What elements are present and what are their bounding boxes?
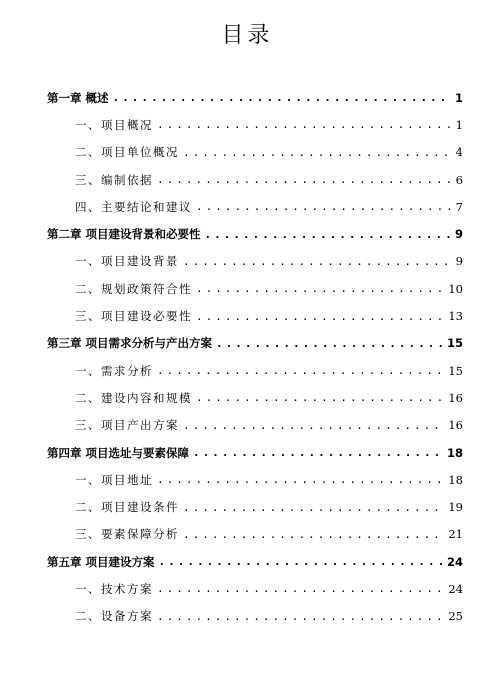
toc-dot-leader bbox=[157, 118, 452, 131]
toc-dot-leader bbox=[205, 228, 451, 241]
toc-page-number: 16 bbox=[448, 390, 463, 405]
toc-section-entry[interactable] bbox=[0, 166, 495, 193]
toc-chapter-entry[interactable] bbox=[0, 548, 495, 575]
toc-entry-title: 三、要素保障分析 bbox=[75, 527, 179, 542]
toc-entry-title: 一、项目建设背景 bbox=[75, 254, 179, 269]
toc-entry-title: 第四章 项目选址与要素保障 bbox=[47, 445, 190, 460]
toc-entry-title: 二、项目建设条件 bbox=[75, 500, 179, 515]
toc-dot-leader bbox=[157, 364, 444, 377]
toc-page-number: 19 bbox=[448, 500, 463, 515]
toc-entry-title: 一、技术方案 bbox=[75, 581, 153, 596]
toc-section-entry[interactable] bbox=[0, 248, 495, 275]
toc-dot-leader bbox=[159, 555, 443, 568]
toc-entry-title: 二、设备方案 bbox=[75, 609, 153, 624]
toc-chapter-entry[interactable] bbox=[0, 439, 495, 466]
toc-section-entry[interactable] bbox=[0, 302, 495, 329]
toc-dot-leader bbox=[183, 419, 444, 432]
toc-page-number: 7 bbox=[455, 199, 463, 214]
toc-page-number: 16 bbox=[448, 418, 463, 433]
toc-page-number: 25 bbox=[448, 609, 463, 624]
toc-dot-leader bbox=[183, 528, 444, 541]
toc-entry-title: 一、需求分析 bbox=[75, 363, 153, 378]
toc-entry-title: 第一章 概述 bbox=[47, 90, 109, 105]
toc-dot-leader bbox=[183, 146, 452, 159]
toc-entry-title: 二、项目单位概况 bbox=[75, 145, 179, 160]
toc-entry-title: 三、编制依据 bbox=[75, 172, 153, 187]
toc-section-entry[interactable] bbox=[0, 493, 495, 520]
toc-section-entry[interactable] bbox=[0, 575, 495, 602]
toc-dot-leader bbox=[157, 610, 444, 623]
page-title: 目录 bbox=[221, 23, 274, 48]
toc-entry-title: 三、项目建设必要性 bbox=[75, 309, 192, 324]
table-of-contents bbox=[0, 84, 495, 630]
toc-page-number: 18 bbox=[446, 445, 463, 460]
toc-dot-leader bbox=[196, 391, 444, 404]
toc-section-entry[interactable] bbox=[0, 521, 495, 548]
toc-dot-leader bbox=[113, 91, 451, 104]
toc-page-number: 24 bbox=[448, 581, 463, 596]
toc-dot-leader bbox=[216, 337, 443, 350]
toc-section-entry[interactable] bbox=[0, 275, 495, 302]
toc-section-entry[interactable] bbox=[0, 466, 495, 493]
toc-page-number: 21 bbox=[448, 527, 463, 542]
toc-chapter-entry[interactable] bbox=[0, 330, 495, 357]
toc-entry-title: 一、项目地址 bbox=[75, 472, 153, 487]
toc-page-number: 9 bbox=[455, 254, 463, 269]
toc-entry-title: 二、建设内容和规模 bbox=[75, 390, 192, 405]
toc-section-entry[interactable] bbox=[0, 412, 495, 439]
toc-entry-title: 四、主要结论和建议 bbox=[75, 199, 192, 214]
toc-entry-title: 三、项目产出方案 bbox=[75, 418, 179, 433]
toc-dot-leader bbox=[196, 282, 444, 295]
toc-dot-leader bbox=[183, 255, 452, 268]
toc-dot-leader bbox=[183, 501, 444, 514]
toc-page-number: 24 bbox=[446, 554, 463, 569]
toc-section-entry[interactable] bbox=[0, 603, 495, 630]
toc-dot-leader bbox=[157, 173, 452, 186]
toc-page-number: 1 bbox=[454, 90, 463, 105]
toc-dot-leader bbox=[157, 473, 444, 486]
toc-dot-leader bbox=[193, 446, 443, 459]
toc-dot-leader bbox=[196, 200, 452, 213]
toc-section-entry[interactable] bbox=[0, 193, 495, 220]
toc-page-number: 15 bbox=[448, 363, 463, 378]
toc-page-number: 9 bbox=[454, 227, 463, 242]
toc-section-entry[interactable] bbox=[0, 357, 495, 384]
toc-page-number: 10 bbox=[448, 281, 463, 296]
toc-entry-title: 一、项目概况 bbox=[75, 117, 153, 132]
toc-entry-title: 第三章 项目需求分析与产出方案 bbox=[47, 336, 213, 351]
toc-chapter-entry[interactable] bbox=[0, 84, 495, 111]
toc-page-number: 18 bbox=[448, 472, 463, 487]
toc-page-number: 1 bbox=[455, 117, 463, 132]
toc-page-number: 13 bbox=[448, 309, 463, 324]
toc-section-entry[interactable] bbox=[0, 384, 495, 411]
toc-page-number: 15 bbox=[446, 336, 463, 351]
toc-entry-title: 二、规划政策符合性 bbox=[75, 281, 192, 296]
toc-dot-leader bbox=[196, 310, 444, 323]
toc-entry-title: 第二章 项目建设背景和必要性 bbox=[47, 227, 201, 242]
toc-dot-leader bbox=[157, 582, 444, 595]
toc-page-number: 4 bbox=[455, 145, 463, 160]
toc-section-entry[interactable] bbox=[0, 139, 495, 166]
toc-entry-title: 第五章 项目建设方案 bbox=[47, 554, 155, 569]
toc-section-entry[interactable] bbox=[0, 111, 495, 138]
toc-chapter-entry[interactable] bbox=[0, 220, 495, 247]
toc-page-number: 6 bbox=[455, 172, 463, 187]
